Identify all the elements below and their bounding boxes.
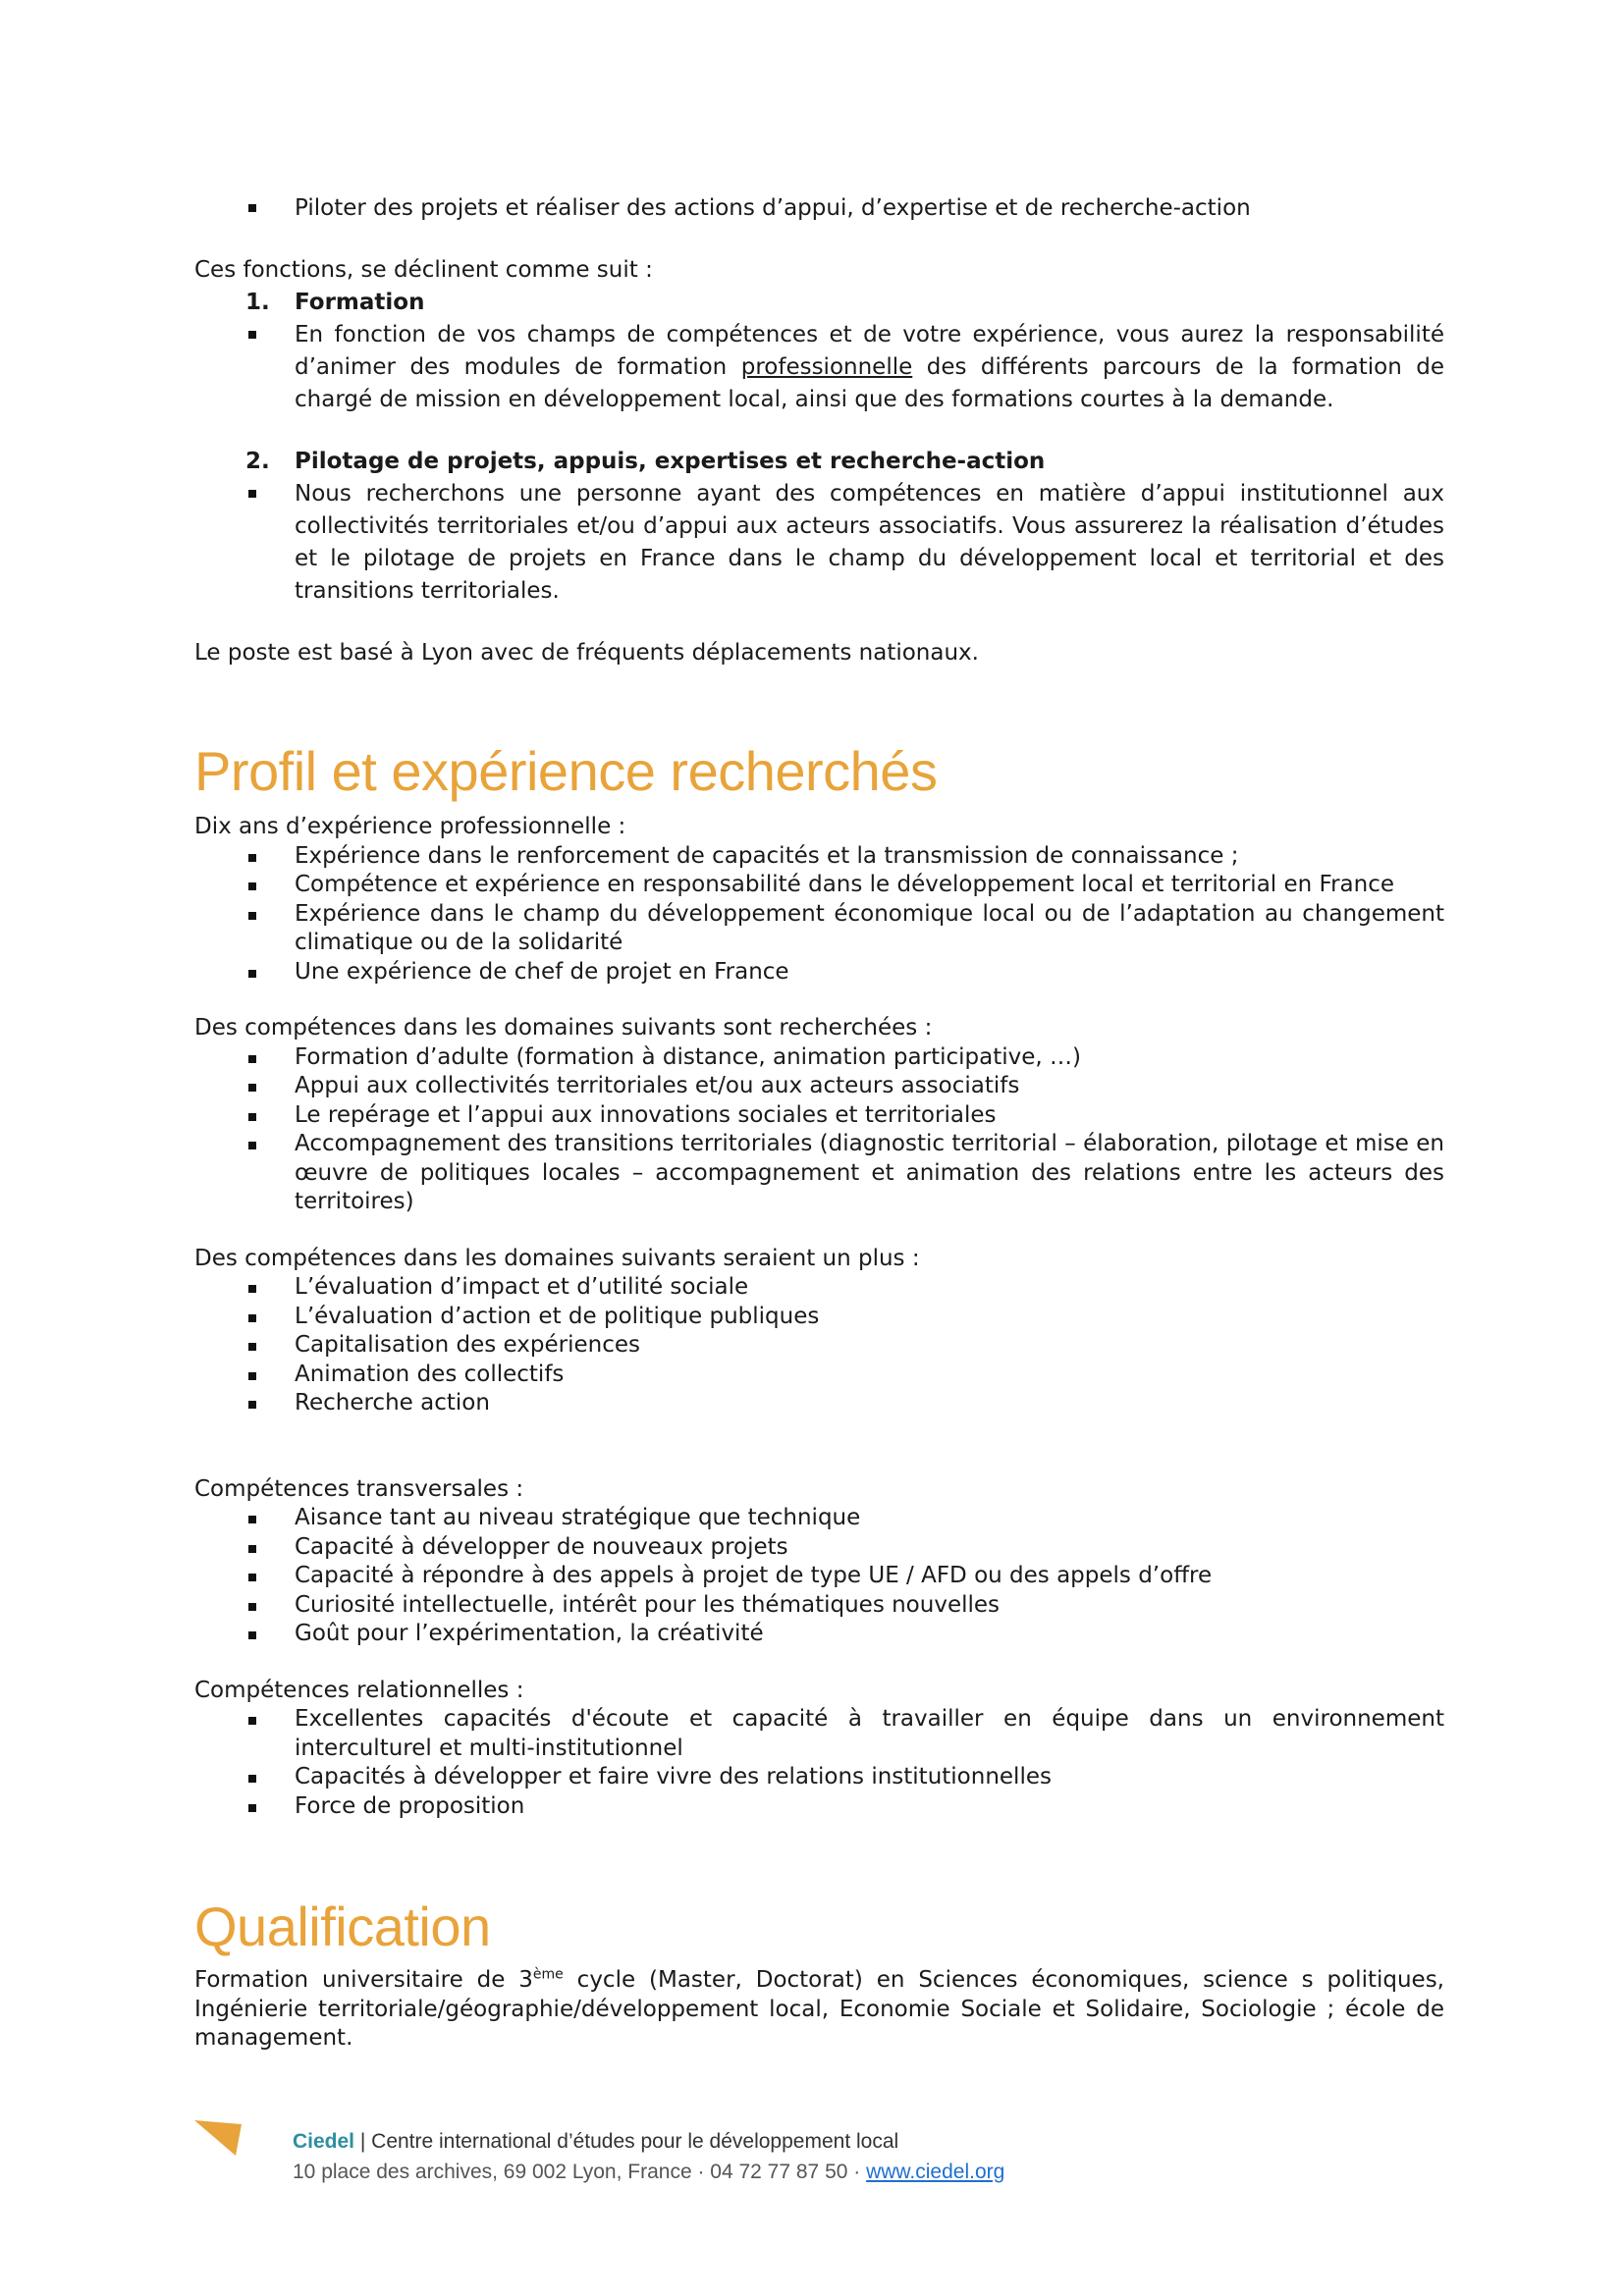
list-item: Une expérience de chef de projet en France [295, 958, 1444, 988]
footer-address: 10 place des archives, 69 002 Lyon, France · 04 72 77 87 50 · [293, 2161, 867, 2183]
qualification-text: Formation universitaire de 3ème cycle (Master, Doctorat) en Sciences économiques, science s politiques, Ingénierie territoriale/géographie/développement local, Economie Sociale et Solidaire, Sociologie ; école de management. [194, 1966, 1444, 2051]
functions-intro: Ces fonctions, se déclinent comme suit : [194, 257, 653, 283]
section-1-heading: 1. Formation [245, 290, 425, 315]
list-item: Capacité à répondre à des appels à projet de type UE / AFD ou des appels d’offre [295, 1562, 1444, 1591]
intro-list [194, 192, 1444, 225]
list-item: Excellentes capacités d'écoute et capacité à travailler en équipe dans un environnement interculturel et multi-institutionnel [295, 1705, 1444, 1763]
plus-intro: Des compétences dans les domaines suivants seraient un plus : [194, 1245, 920, 1271]
footer-line-2 [293, 2157, 1004, 2187]
transversal-list [194, 1504, 1444, 1649]
section-2-heading: 2. Pilotage de projets, appuis, expertises et recherche-action [245, 449, 1046, 474]
plus-list [194, 1273, 1444, 1418]
list-item: Goût pour l’expérimentation, la créativité [295, 1620, 1444, 1649]
brand-name: Ciedel [293, 2130, 355, 2153]
list-item: Recherche action [295, 1389, 1444, 1418]
qualification-heading: Qualification [194, 1896, 491, 1957]
list-item: Capitalisation des expériences [295, 1331, 1444, 1361]
list-item: L’évaluation d’impact et d’utilité sociale [295, 1273, 1444, 1303]
footer [194, 2120, 1444, 2199]
list-item: Le repérage et l’appui aux innovations sociales et territoriales [295, 1101, 1444, 1131]
list-item: Nous recherchons une personne ayant des compétences en matière d’appui institutionnel aux collectivités territoriales et/ou d’appui aux acteurs associatifs. Vous assurerez la réalisation d’études et le pilotage de projets en France dans le champ du développement local et territorial et des transitions territoriales. [295, 478, 1444, 608]
list-item: Aisance tant au niveau stratégique que technique [295, 1504, 1444, 1533]
list-item: Curiosité intellectuelle, intérêt pour les thématiques nouvelles [295, 1591, 1444, 1621]
list-item: Piloter des projets et réaliser des actions d’appui, d’expertise et de recherche-action [295, 192, 1444, 225]
list-item: En fonction de vos champs de compétences et de votre expérience, vous aurez la responsabilité d’animer des modules de formation professionnelle des différents parcours de la formation de chargé de mission en développement local, ainsi que des formations courtes à la demande. [295, 319, 1444, 416]
ciedel-logo-icon [194, 2120, 242, 2156]
location-text: Le poste est basé à Lyon avec de fréquents déplacements nationaux. [194, 640, 979, 666]
underlined-word: professionnelle [740, 354, 913, 380]
footer-text [293, 2126, 1004, 2187]
section-2-list [194, 478, 1444, 608]
experience-list [194, 842, 1444, 988]
list-item: Appui aux collectivités territoriales et/ou aux acteurs associatifs [295, 1072, 1444, 1101]
document-body [194, 192, 1444, 2054]
relational-intro: Compétences relationnelles : [194, 1677, 524, 1703]
profil-heading: Profil et expérience recherchés [194, 740, 938, 802]
list-item: Animation des collectifs [295, 1361, 1444, 1390]
list-item: Accompagnement des transitions territoriales (diagnostic territorial – élaboration, pilotage et mise en œuvre de politiques locales – accompagnement et animation des relations entre les acteurs des territoires) [295, 1130, 1444, 1217]
website-link[interactable]: www.ciedel.org [866, 2161, 1005, 2183]
list-item: Compétence et expérience en responsabilité dans le développement local et territorial en France [295, 871, 1444, 900]
footer-line-1: Ciedel | Centre international d’études pour le développement local [293, 2130, 899, 2153]
list-item: Expérience dans le champ du développement économique local ou de l’adaptation au changement climatique ou de la solidarité [295, 900, 1444, 958]
competences-intro: Des compétences dans les domaines suivants sont recherchées : [194, 1015, 933, 1041]
list-item: L’évaluation d’action et de politique publiques [295, 1303, 1444, 1332]
list-item: Capacités à développer et faire vivre des relations institutionnelles [295, 1763, 1444, 1792]
footer-tagline: Centre international d’études pour le développement local [371, 2130, 899, 2153]
experience-intro: Dix ans d’expérience professionnelle : [194, 814, 626, 839]
list-item: Capacité à développer de nouveaux projets [295, 1533, 1444, 1563]
list-item: Force de proposition [295, 1792, 1444, 1822]
list-item: Expérience dans le renforcement de capacités et la transmission de connaissance ; [295, 842, 1444, 872]
section-1-list [194, 319, 1444, 416]
transversal-intro: Compétences transversales : [194, 1475, 524, 1502]
list-item: Formation d’adulte (formation à distance, animation participative, …) [295, 1043, 1444, 1073]
competences-list [194, 1043, 1444, 1217]
relational-list [194, 1705, 1444, 1821]
